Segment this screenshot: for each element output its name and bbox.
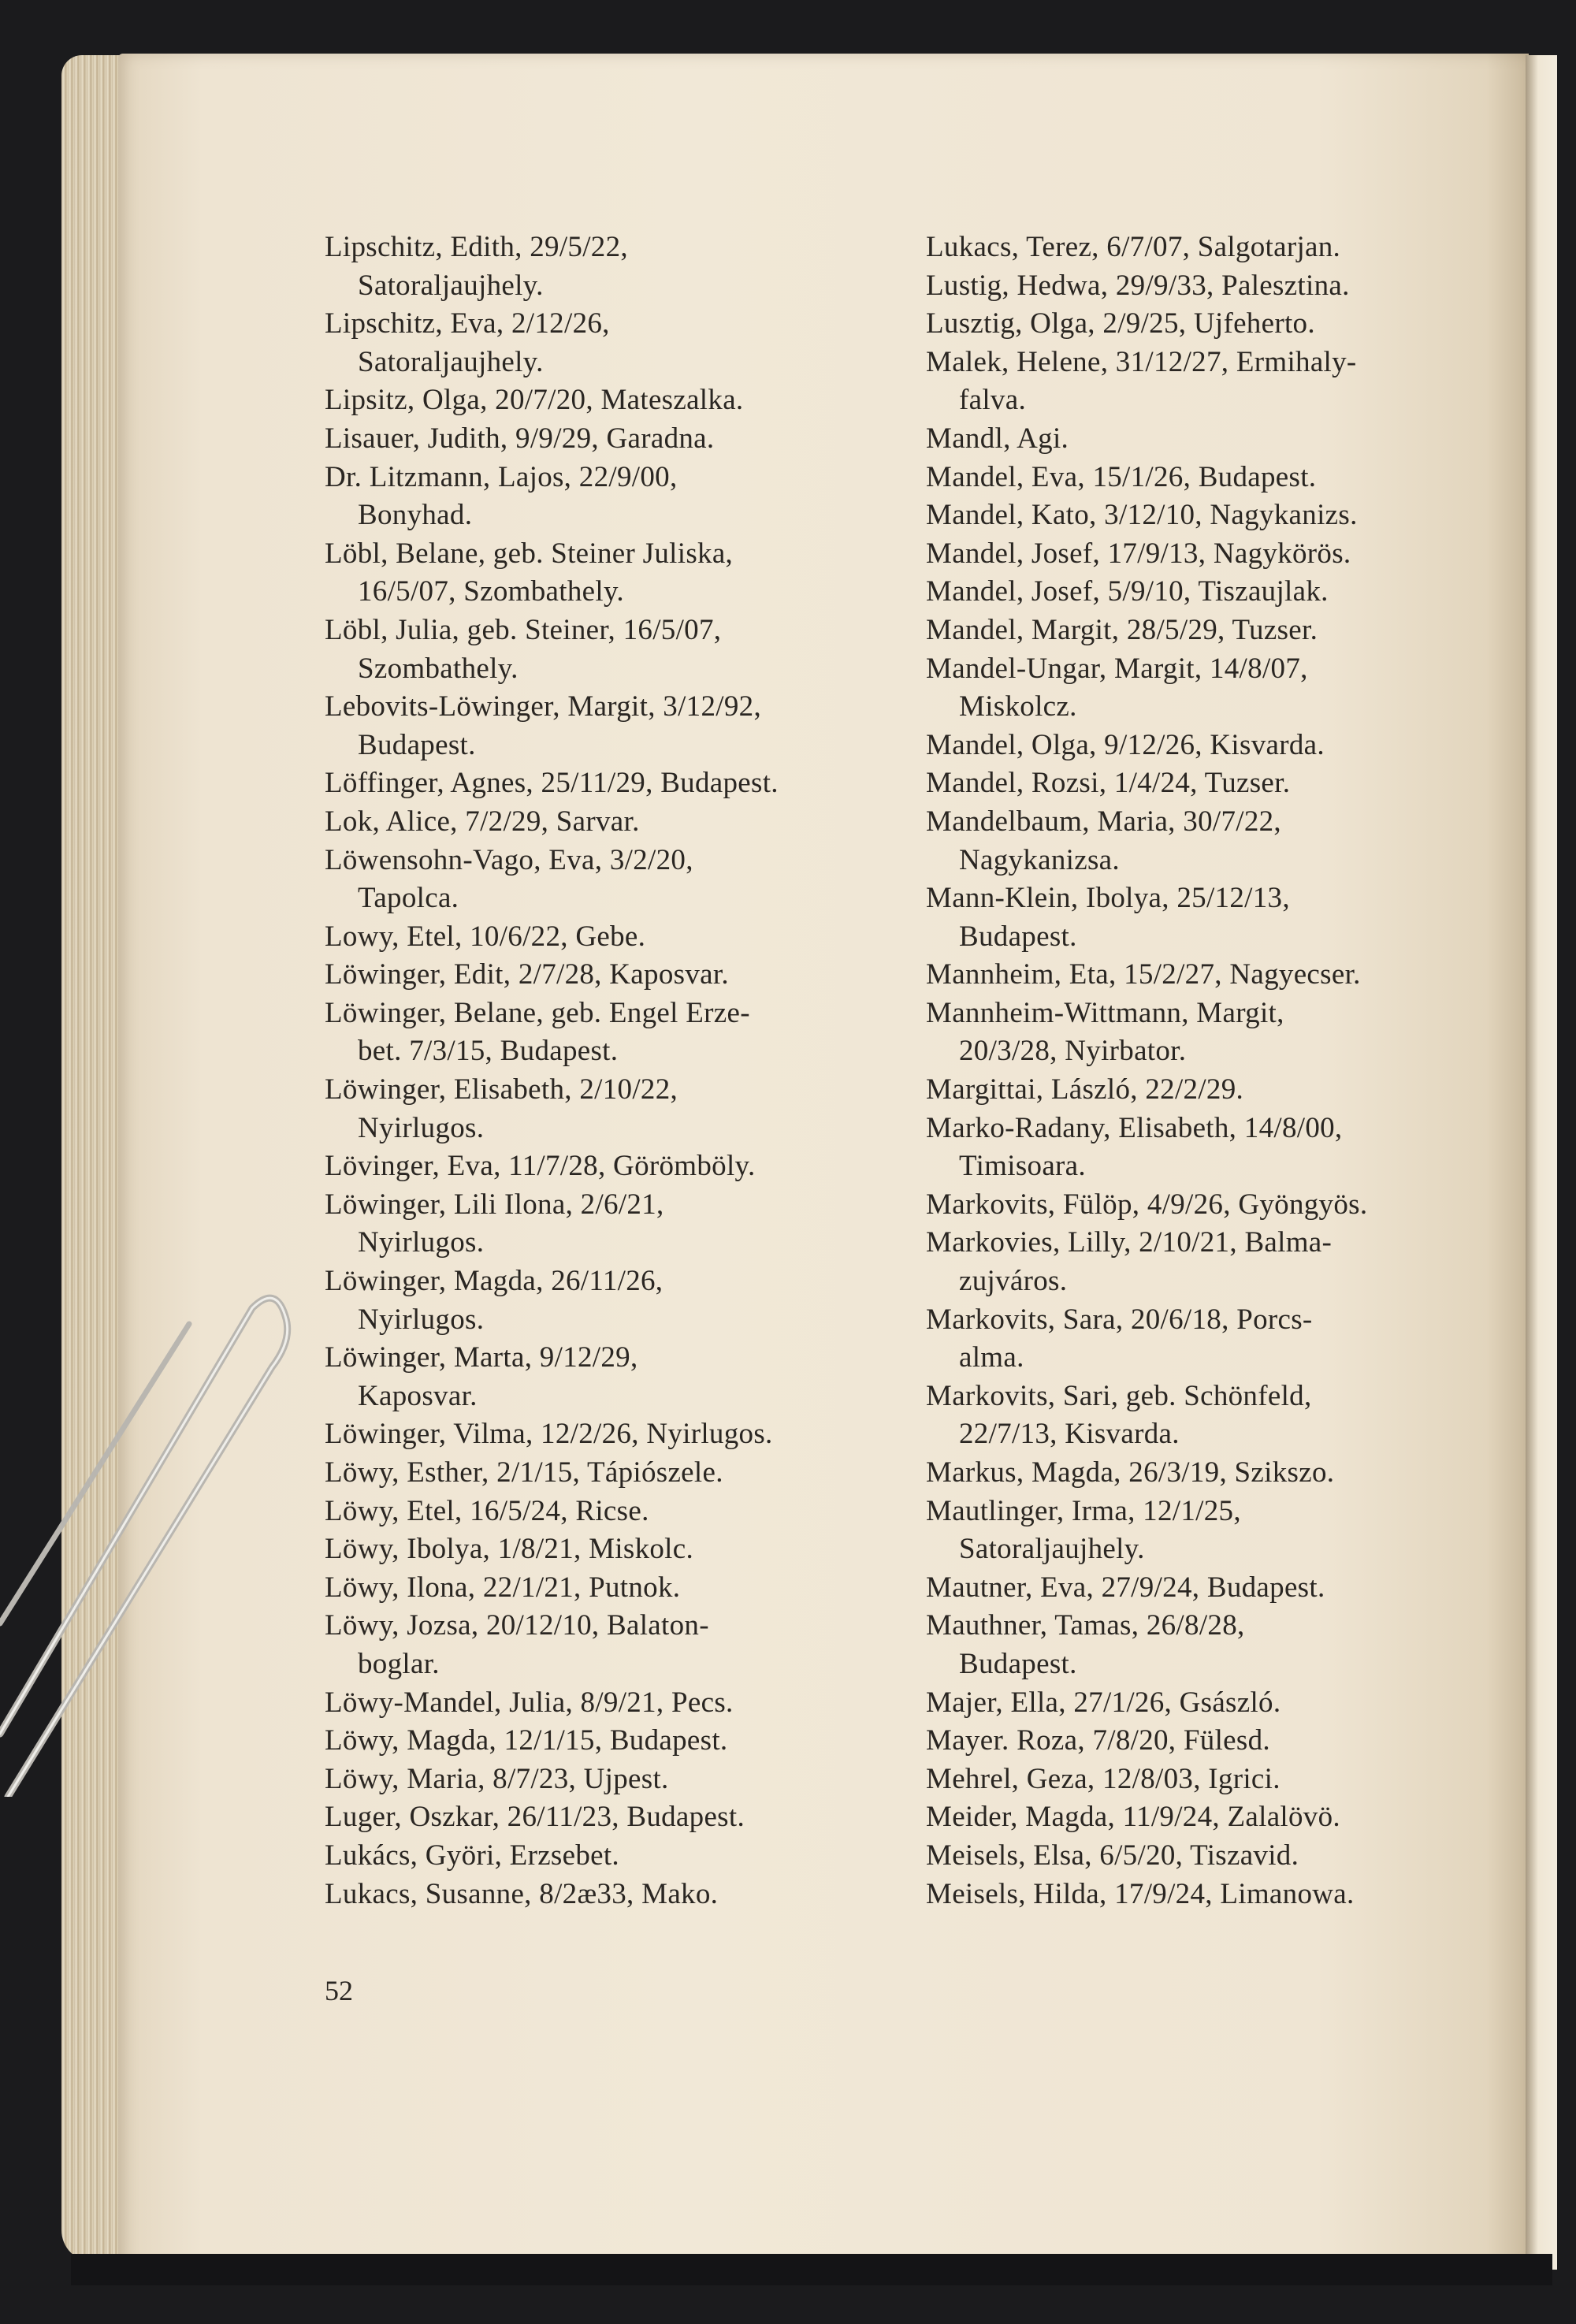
entry-line: Lipsitz, Olga, 20/7/20, Mateszalka. — [325, 384, 744, 417]
entry-line: Lipschitz, Edith, 29/5/22, — [325, 231, 628, 263]
list-entry — [325, 1761, 908, 1799]
entry-line: Budapest. — [959, 920, 1077, 953]
list-entry — [926, 1607, 1509, 1683]
entry-line: Bonyhad. — [358, 499, 473, 532]
list-entry — [926, 727, 1509, 765]
entry-line: Markovits, Fülöp, 4/9/26, Gyöngyös. — [926, 1188, 1368, 1221]
entry-line: Mandel, Margit, 28/5/29, Tuzser. — [926, 613, 1318, 646]
list-entry — [926, 496, 1509, 535]
entry-line: Löwy, Maria, 8/7/23, Ujpest. — [325, 1762, 669, 1795]
entry-line: Satoraljaujhely. — [358, 269, 544, 302]
list-entry — [926, 956, 1509, 995]
list-entry — [926, 229, 1509, 267]
entry-line: Dr. Litzmann, Lajos, 22/9/00, — [325, 460, 678, 493]
entry-line: Malek, Helene, 31/12/27, Ermihaly- — [926, 345, 1357, 378]
entry-line: Mandel-Ungar, Margit, 14/8/07, — [926, 652, 1308, 685]
list-entry — [325, 1837, 908, 1876]
entry-line: Lukacs, Susanne, 8/2æ33, Mako. — [325, 1877, 719, 1910]
entry-line: Löffinger, Agnes, 25/11/29, Budapest. — [325, 767, 779, 800]
list-entry — [926, 1186, 1509, 1225]
entry-line: Lukács, Györi, Erzsebet. — [325, 1839, 619, 1872]
entry-line: Markovits, Sari, geb. Schönfeld, — [926, 1379, 1312, 1412]
list-entry — [325, 1607, 908, 1683]
list-entry — [926, 612, 1509, 650]
entry-line: Satoraljaujhely. — [959, 1533, 1145, 1566]
entry-line: Budapest. — [358, 728, 476, 761]
entry-line: Lebovits-Löwinger, Margit, 3/12/92, — [325, 690, 762, 723]
list-entry — [926, 1493, 1509, 1569]
list-entry — [325, 842, 908, 918]
list-entry — [325, 459, 908, 535]
list-entry — [325, 995, 908, 1071]
entry-line: Löwinger, Vilma, 12/2/26, Nyirlugos. — [325, 1418, 773, 1451]
right-column — [926, 229, 1509, 1913]
list-entry — [926, 1798, 1509, 1837]
list-entry — [325, 381, 908, 420]
entry-line: Lok, Alice, 7/2/29, Sarvar. — [325, 805, 640, 838]
list-entry — [926, 1722, 1509, 1761]
list-entry — [325, 305, 908, 381]
entry-line: Meider, Magda, 11/9/24, Zalalövö. — [926, 1801, 1340, 1834]
entry-line: Margittai, László, 22/2/29. — [926, 1073, 1244, 1106]
entry-line: Luger, Oszkar, 26/11/23, Budapest. — [325, 1801, 745, 1834]
entry-line: Lustig, Hedwa, 29/9/33, Palesztina. — [926, 269, 1350, 302]
entry-line: Meisels, Hilda, 17/9/24, Limanowa. — [926, 1877, 1355, 1910]
entry-line: Löwy, Etel, 16/5/24, Ricse. — [325, 1494, 649, 1527]
list-entry — [325, 1530, 908, 1569]
entry-line: Löwy, Ilona, 22/1/21, Putnok. — [325, 1571, 681, 1604]
list-entry — [926, 995, 1509, 1071]
entry-line: Mautner, Eva, 27/9/24, Budapest. — [926, 1571, 1325, 1604]
entry-line: Nyirlugos. — [358, 1226, 485, 1259]
entry-line: boglar. — [358, 1647, 440, 1680]
entry-line: Löwinger, Lili Ilona, 2/6/21, — [325, 1188, 664, 1221]
list-entry — [325, 764, 908, 803]
entry-line: Mautlinger, Irma, 12/1/25, — [926, 1494, 1241, 1527]
entry-line: Miskolcz. — [959, 690, 1077, 723]
entry-line: Mandl, Agi. — [926, 422, 1069, 455]
entry-line: Lowy, Etel, 10/6/22, Gebe. — [325, 920, 646, 953]
list-entry — [926, 1876, 1509, 1914]
entry-line: Nyirlugos. — [358, 1303, 485, 1336]
list-entry — [926, 459, 1509, 497]
entry-line: Markovits, Sara, 20/6/18, Porcs- — [926, 1303, 1313, 1336]
entry-line: Löwy, Esther, 2/1/15, Tápiószele. — [325, 1456, 723, 1489]
entry-line: Löwinger, Elisabeth, 2/10/22, — [325, 1073, 678, 1106]
list-entry — [926, 573, 1509, 612]
page-number: 52 — [325, 1975, 353, 2006]
entry-line: Lisauer, Judith, 9/9/29, Garadna. — [325, 422, 715, 455]
entry-line: Mann-Klein, Ibolya, 25/12/13, — [926, 882, 1290, 915]
entry-line: Satoraljaujhely. — [358, 345, 544, 378]
list-entry — [926, 1301, 1509, 1378]
list-entry — [325, 803, 908, 842]
list-entry — [325, 956, 908, 995]
entry-line: Timisoara. — [959, 1150, 1086, 1183]
left-column — [325, 229, 908, 1913]
entry-line: Mannheim, Eta, 15/2/27, Nagyecser. — [926, 958, 1361, 991]
entry-line: Budapest. — [959, 1647, 1077, 1680]
list-entry — [926, 879, 1509, 956]
entry-line: Kaposvar. — [358, 1379, 478, 1412]
list-entry — [325, 1684, 908, 1723]
page-gutter — [1526, 55, 1557, 2270]
list-entry — [926, 267, 1509, 306]
entry-line: 20/3/28, Nyirbator. — [959, 1035, 1187, 1068]
list-entry — [926, 764, 1509, 803]
entry-line: Tapolca. — [358, 882, 459, 915]
list-entry — [325, 1493, 908, 1531]
entry-line: Löwinger, Edit, 2/7/28, Kaposvar. — [325, 958, 729, 991]
entry-line: Löwy, Ibolya, 1/8/21, Miskolc. — [325, 1533, 694, 1566]
entry-line: Markovies, Lilly, 2/10/21, Balma- — [926, 1226, 1333, 1259]
list-entry — [926, 344, 1509, 420]
list-entry — [325, 1186, 908, 1262]
list-entry — [926, 1454, 1509, 1493]
entry-line: Szombathely. — [358, 652, 519, 685]
list-entry — [325, 612, 908, 688]
list-entry — [325, 1722, 908, 1761]
entry-line: Mandel, Kato, 3/12/10, Nagykanizs. — [926, 499, 1358, 532]
list-entry — [325, 1798, 908, 1837]
list-entry — [926, 1837, 1509, 1876]
entry-line: 22/7/13, Kisvarda. — [959, 1418, 1180, 1451]
entry-line: Mehrel, Geza, 12/8/03, Igrici. — [926, 1762, 1280, 1795]
list-entry — [325, 420, 908, 459]
entry-line: Lipschitz, Eva, 2/12/26, — [325, 307, 610, 340]
list-entry — [325, 1071, 908, 1147]
list-entry — [926, 1569, 1509, 1608]
list-entry — [325, 1415, 908, 1454]
list-entry — [325, 918, 908, 957]
list-entry — [325, 1147, 908, 1186]
background-shadow — [71, 2254, 1552, 2285]
entry-line: Löwy, Jozsa, 20/12/10, Balaton- — [325, 1609, 709, 1642]
list-entry — [926, 1761, 1509, 1799]
entry-line: Löwinger, Marta, 9/12/29, — [325, 1341, 638, 1374]
entry-line: 16/5/07, Szombathely. — [358, 575, 624, 608]
entry-line: Mandel, Josef, 17/9/13, Nagykörös. — [926, 537, 1351, 570]
entry-line: Mandel, Eva, 15/1/26, Budapest. — [926, 460, 1317, 493]
list-entry — [926, 1110, 1509, 1186]
entry-line: Meisels, Elsa, 6/5/20, Tiszavid. — [926, 1839, 1299, 1872]
entry-line: Mandel, Rozsi, 1/4/24, Tuzser. — [926, 767, 1291, 800]
entry-line: Markus, Magda, 26/3/19, Szikszo. — [926, 1456, 1335, 1489]
entry-line: bet. 7/3/15, Budapest. — [358, 1035, 619, 1068]
entry-line: Löwinger, Magda, 26/11/26, — [325, 1265, 663, 1298]
list-entry — [926, 650, 1509, 727]
entry-line: Mandelbaum, Maria, 30/7/22, — [926, 805, 1281, 838]
list-entry — [926, 1224, 1509, 1300]
list-entry — [325, 1569, 908, 1608]
list-entry — [325, 1339, 908, 1415]
list-entry — [926, 1684, 1509, 1723]
entry-line: Lusztig, Olga, 2/9/25, Ujfeherto. — [926, 307, 1315, 340]
list-entry — [926, 1071, 1509, 1110]
entry-line: Majer, Ella, 27/1/26, Gsászló. — [926, 1686, 1281, 1719]
entry-line: Löwy, Magda, 12/1/15, Budapest. — [325, 1724, 728, 1757]
entry-line: falva. — [959, 384, 1026, 417]
list-entry — [325, 1262, 908, 1339]
list-entry — [926, 803, 1509, 879]
entry-line: Löwinger, Belane, geb. Engel Erze- — [325, 996, 750, 1029]
entry-line: alma. — [959, 1341, 1024, 1374]
entry-line: Mayer. Roza, 7/8/20, Fülesd. — [926, 1724, 1270, 1757]
entry-line: Nagykanizsa. — [959, 843, 1120, 876]
list-entry — [325, 535, 908, 612]
entry-line: zujváros. — [959, 1265, 1068, 1298]
entry-line: Löbl, Julia, geb. Steiner, 16/5/07, — [325, 613, 722, 646]
entry-line: Mannheim-Wittmann, Margit, — [926, 996, 1284, 1029]
list-entry — [926, 535, 1509, 574]
list-entry — [325, 688, 908, 764]
entry-line: Marko-Radany, Elisabeth, 14/8/00, — [926, 1111, 1343, 1144]
entry-line: Mandel, Josef, 5/9/10, Tiszaujlak. — [926, 575, 1329, 608]
list-entry — [325, 229, 908, 305]
list-entry — [926, 420, 1509, 459]
entry-line: Mauthner, Tamas, 26/8/28, — [926, 1609, 1245, 1642]
list-entry — [926, 305, 1509, 344]
entry-line: Lövinger, Eva, 11/7/28, Görömböly. — [325, 1150, 756, 1183]
entry-line: Lukacs, Terez, 6/7/07, Salgotarjan. — [926, 231, 1341, 263]
list-entry — [325, 1454, 908, 1493]
list-entry — [926, 1378, 1509, 1454]
list-entry — [325, 1876, 908, 1914]
entry-line: Nyirlugos. — [358, 1111, 485, 1144]
entry-line: Mandel, Olga, 9/12/26, Kisvarda. — [926, 728, 1325, 761]
entry-line: Löwensohn-Vago, Eva, 3/2/20, — [325, 843, 693, 876]
entry-line: Löbl, Belane, geb. Steiner Juliska, — [325, 537, 734, 570]
entry-line: Löwy-Mandel, Julia, 8/9/21, Pecs. — [325, 1686, 734, 1719]
